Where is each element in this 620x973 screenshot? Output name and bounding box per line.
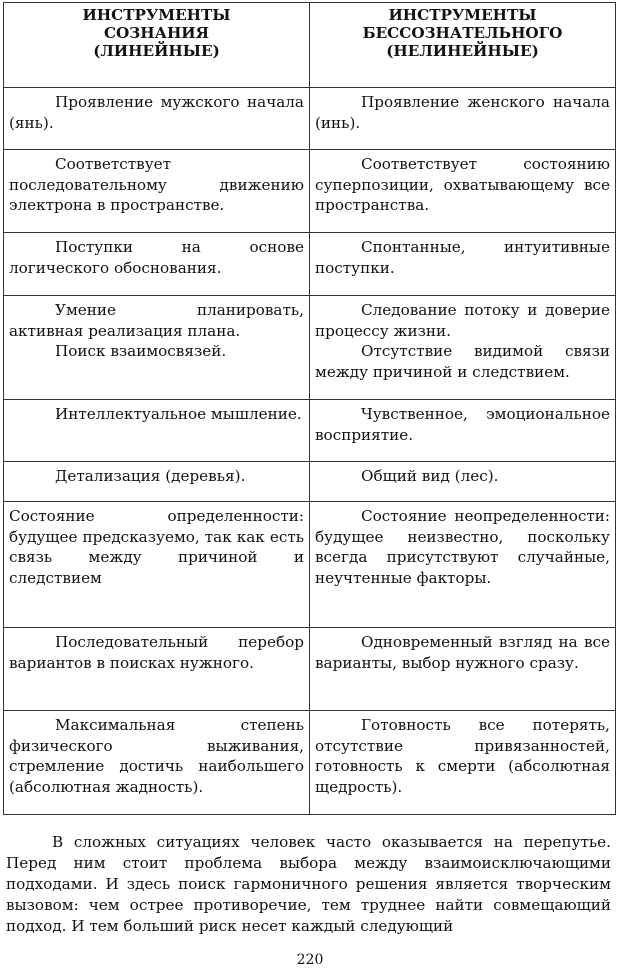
table-row (4, 462, 616, 502)
cell-text: Одновременный взгляд на все варианты, выбор нужного сразу. (315, 633, 610, 672)
header-right-line: БЕССОЗНАТЕЛЬНОГО (362, 24, 563, 42)
cell-right (310, 502, 616, 628)
cell-right (310, 88, 616, 150)
cell-text: Интеллектуальное мышление. (55, 405, 302, 423)
cell-right (310, 462, 616, 502)
header-left-line: (ЛИНЕЙНЫЕ) (93, 42, 220, 60)
cell-text: Умение планировать, активная реализация плана. (9, 301, 304, 340)
table-header-row (4, 3, 616, 88)
header-left-line: ИНСТРУМЕНТЫ (82, 6, 231, 24)
cell-left (4, 233, 310, 296)
table-row (4, 628, 616, 711)
cell-text: Проявление женского начала (инь). (315, 93, 610, 132)
cell-text: Поиск взаимосвязей. (55, 342, 227, 360)
table-row (4, 88, 616, 150)
cell-left (4, 628, 310, 711)
cell-text: Спонтанные, интуитивные поступки. (315, 238, 610, 277)
cell-text: Максимальная степень физического выживания, стремление достичь наибольшего (абсолютная жадность). (9, 716, 304, 796)
cell-text: Отсутствие видимой связи между причиной и следствием. (315, 342, 610, 381)
cell-right (310, 711, 616, 815)
table-row (4, 233, 616, 296)
cell-text: Готовность все потерять, отсутствие привязанностей, готовность к смерти (абсолютная щедрость). (315, 716, 610, 796)
header-right (310, 3, 616, 88)
body-paragraph: В сложных ситуациях человек часто оказывается на перепутье. Перед ним стоит проблема выбора между взаимоисключающими подходами. И здесь поиск гармоничного решения является творческим вызовом: чем острее противоречие, тем труднее найти совмещающий подход. И тем больший риск несет каждый следующий (6, 833, 611, 935)
table-row (4, 296, 616, 400)
cell-text: Последовательный перебор вариантов в поисках нужного. (9, 633, 304, 672)
table-row (4, 400, 616, 462)
cell-left (4, 711, 310, 815)
table-row (4, 150, 616, 233)
page-number: 220 (296, 952, 324, 968)
table-row (4, 502, 616, 628)
cell-right (310, 296, 616, 400)
cell-text: Поступки на основе логического обоснования. (9, 238, 304, 277)
cell-right (310, 233, 616, 296)
cell-right (310, 150, 616, 233)
cell-text: Детализация (деревья). (55, 467, 246, 485)
cell-text: Общий вид (лес). (361, 467, 499, 485)
comparison-table (3, 2, 616, 815)
cell-text: Состояние определенности: будущее предсказуемо, так как есть связь между причиной и следствием (9, 507, 304, 587)
header-left-line: СОЗНАНИЯ (103, 24, 210, 42)
cell-text: Состояние неопределенности: будущее неизвестно, поскольку всегда присутствуют случайные, неучтенные факторы. (315, 507, 610, 587)
cell-left (4, 150, 310, 233)
cell-left (4, 462, 310, 502)
header-right-line: (НЕЛИНЕЙНЫЕ) (386, 42, 539, 60)
cell-left (4, 296, 310, 400)
cell-text: Проявление мужского начала (янь). (9, 93, 304, 132)
cell-text: Следование потоку и доверие процессу жизни. (315, 301, 610, 340)
header-left (4, 3, 310, 88)
cell-right (310, 400, 616, 462)
cell-text: Чувственное, эмоциональное восприятие. (315, 405, 610, 444)
cell-right (310, 628, 616, 711)
header-right-line: ИНСТРУМЕНТЫ (388, 6, 537, 24)
table-row (4, 711, 616, 815)
cell-text: Соответствует последовательному движению электрона в пространстве. (9, 155, 304, 214)
cell-left (4, 88, 310, 150)
cell-left (4, 502, 310, 628)
cell-left (4, 400, 310, 462)
cell-text: Соответствует состоянию суперпозиции, охватывающему все пространства. (315, 155, 610, 214)
